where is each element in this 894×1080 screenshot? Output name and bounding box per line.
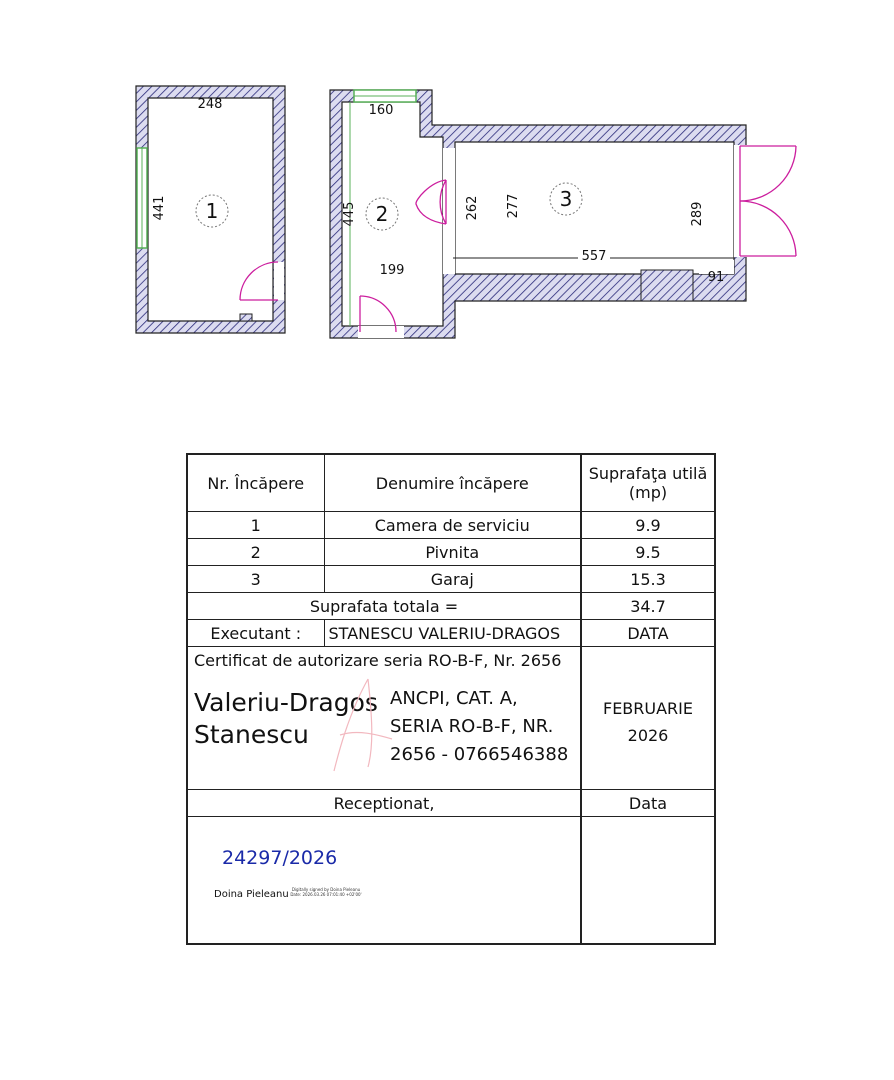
executant-row: [187, 620, 715, 647]
room-name-cell: Pivnita: [324, 539, 581, 566]
room-number-cell: 1: [187, 512, 324, 539]
table-row: [187, 539, 715, 566]
total-label: Suprafata totala =: [187, 593, 581, 620]
room-number-cell: 2: [187, 539, 324, 566]
received-row: [187, 790, 715, 817]
executant-date-header: DATA: [581, 620, 715, 647]
header-room-name: Denumire încăpere: [324, 454, 581, 512]
room-2-3-walls: [330, 90, 746, 338]
date-month: FEBRUARIE: [602, 699, 693, 718]
executant-label: Executant :: [187, 620, 324, 647]
header-room-area: Suprafaţa utilă (mp): [581, 454, 715, 512]
garage-door: [734, 145, 796, 257]
received-date-header: Data: [581, 790, 715, 817]
stamp-line-1: ANCPI, CAT. A,: [390, 688, 518, 709]
room-2-door: [358, 296, 404, 338]
room-1-number: 1: [205, 199, 219, 223]
reception-cell: [187, 817, 581, 945]
date-year: 2026: [627, 726, 669, 745]
dim-room-2-height: 445: [342, 201, 357, 227]
dim-room-2-width: 160: [368, 103, 394, 118]
dim-room-3-91: 91: [707, 270, 725, 285]
room-area-cell: 15.3: [581, 566, 715, 593]
dim-room-3-length: 557: [581, 249, 607, 264]
stamp-text: [390, 685, 568, 769]
room-number-cell: 3: [187, 566, 324, 593]
room-2-number: 2: [375, 202, 389, 226]
dim-room-1-width: 248: [197, 97, 223, 112]
room-3-number: 3: [559, 187, 573, 211]
executant-name: STANESCU VALERIU-DRAGOS: [324, 620, 581, 647]
reception-date-cell: [581, 817, 715, 945]
signer-name: Doina Pieleanu: [214, 889, 289, 900]
signature-mark-icon: [328, 675, 398, 775]
room-2-3-door: [416, 178, 455, 226]
certificate-row: [187, 647, 715, 790]
table-header-row: [187, 454, 715, 512]
certificate-cell: [187, 647, 581, 790]
stamp-line-2: SERIA RO-B-F, NR.: [390, 716, 554, 737]
signature-line-2: Stanescu: [194, 720, 309, 749]
dim-room-2-depth: 199: [379, 263, 405, 278]
certificate-date-cell: [581, 647, 715, 790]
dim-room-3-277: 277: [506, 193, 521, 219]
room-name-cell: Garaj: [324, 566, 581, 593]
floor-plan: [0, 0, 894, 400]
total-row: [187, 593, 715, 620]
signature-line-1: Valeriu-Dragos: [194, 688, 378, 717]
total-value: 34.7: [581, 593, 715, 620]
reception-row: [187, 817, 715, 945]
header-room-number: Nr. Încăpere: [187, 454, 324, 512]
dim-room-1-height: 441: [152, 195, 167, 221]
received-label: Receptionat,: [187, 790, 581, 817]
signer-note-line-1: Digitally signed by Doina Pieleanu: [291, 887, 361, 892]
reception-box: [188, 817, 580, 943]
room-area-cell: 9.5: [581, 539, 715, 566]
stamp-line-3: 2656 - 0766546388: [390, 744, 569, 765]
table-row: [187, 566, 715, 593]
signer-note-line-2: Date: 2026.03.26 07:01:40 +02'00': [290, 892, 362, 897]
dim-room-3-262: 262: [465, 195, 480, 221]
registration-number: 24297/2026: [222, 847, 338, 869]
room-1-door: [240, 262, 284, 300]
room-area-cell: 9.9: [581, 512, 715, 539]
table-row: [187, 512, 715, 539]
room-legend-table: [186, 453, 716, 945]
dim-room-3-289: 289: [690, 201, 705, 227]
signer-note: [286, 887, 366, 897]
certificate-label: Certificat de autorizare seria RO-B-F, Nr. 2656: [194, 651, 562, 670]
room-name-cell: Camera de serviciu: [324, 512, 581, 539]
